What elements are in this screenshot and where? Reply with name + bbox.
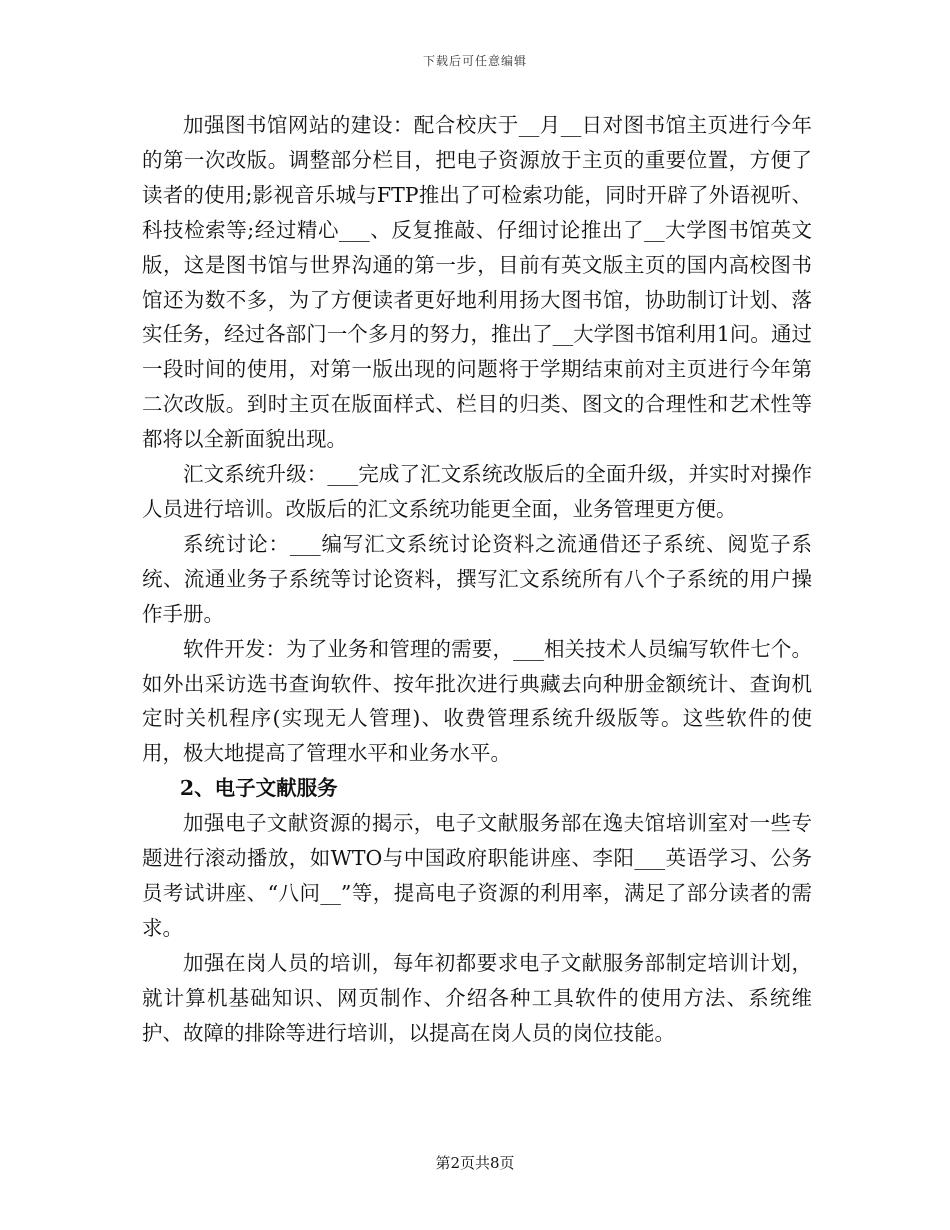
page-number-footer: 第2页共8页 (435, 1154, 515, 1172)
paragraph-software-development: 软件开发：为了业务和管理的需要，___相关技术人员编写软件七个。如外出采访选书查询软件、按年批次进行典藏去向种册金额统计、查询机定时关机程序(实现无人管理)、收费管理系统升级版等。这些软件的使用，极大地提高了管理水平和业务水平。 (142, 636, 812, 766)
paragraph-website-construction: 加强图书馆网站的建设：配合校庆于__月__日对图书馆主页进行今年的第一次改版。调整部分栏目，把电子资源放于主页的重要位置，方便了读者的使用;影视音乐城与FTP推出了可检索功能，同时开辟了外语视听、科技检索等;经过精心___、反复推敲、仔细讨论推出了__大学图书馆英文版，这是图书馆与世界沟通的第一步，目前有英文版主页的国内高校图书馆还为数不多，为了方便读者更好地利用扬大图书馆，协助制订计划、落实任务，经过各部门一个多月的努力，推出了__大学图书馆利用1问。通过一段时间的使用，对第一版出现的问题将于学期结束前对主页进行今年第二次改版。到时主页在版面样式、栏目的归类、图文的合理性和艺术性等都将以全新面貌出现。 (142, 113, 812, 452)
document-body (142, 108, 812, 1050)
page-header-note: 下载后可任意编辑 (422, 54, 527, 68)
section-heading: 2、电子文献服务 (179, 776, 338, 801)
paragraph-system-upgrade: 汇文系统升级：___完成了汇文系统改版后的全面升级，并实时对操作人员进行培训。改版后的汇文系统功能更全面，业务管理更方便。 (142, 462, 812, 521)
paragraph-system-discussion: 系统讨论：___编写汇文系统讨论资料之流通借还子系统、阅览子系统、流通业务子系统等讨论资料，撰写汇文系统所有八个子系统的用户操作手册。 (142, 531, 812, 626)
paragraph-resource-disclosure: 加强电子文献资源的揭示，电子文献服务部在逸夫馆培训室对一些专题进行滚动播放，如WTO与中国政府职能讲座、李阳___英语学习、公务员考试讲座、“八问__”等，提高电子资源的利用率，满足了部分读者的需求。 (142, 811, 812, 940)
paragraph-staff-training: 加强在岗人员的培训，每年初都要求电子文献服务部制定培训计划，就计算机基础知识、网页制作、介绍各种工具软件的使用方法、系统维护、故障的排除等进行培训，以提高在岗人员的岗位技能。 (142, 950, 812, 1045)
